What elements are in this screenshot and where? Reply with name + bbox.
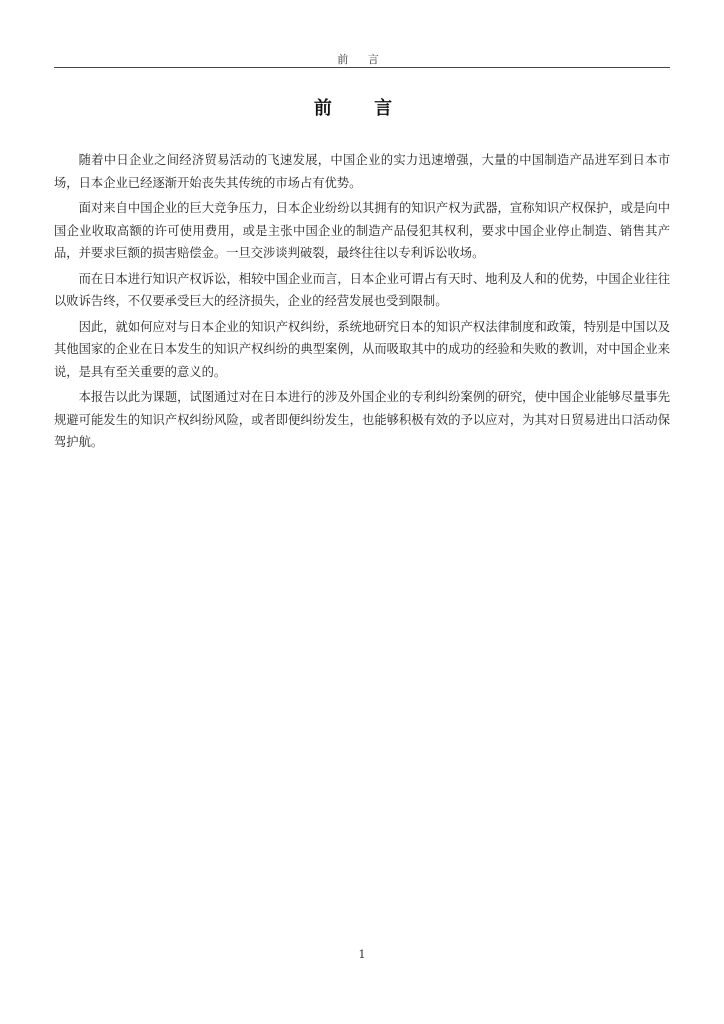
running-header: 前 言 <box>337 53 387 66</box>
paragraph: 随着中日企业之间经济贸易活动的飞速发展，中国企业的实力迅速增强，大量的中国制造产品进军到日本市场，日本企业已经逐渐开始丧失其传统的市场占有优势。 <box>54 153 670 190</box>
paragraph: 因此，就如何应对与日本企业的知识产权纠纷，系统地研究日本的知识产权法律制度和政策，特别是中国以及其他国家的企业在日本发生的知识产权纠纷的典型案例，从而吸取其中的成功的经验和失败的教训，对中国企业来说，是具有至关重要的意义的。 <box>54 319 670 379</box>
body-text <box>54 149 670 457</box>
paragraph: 本报告以此为课题，试图通过对在日本进行的涉及外国企业的专利纠纷案例的研究，使中国企业能够尽量事先规避可能发生的知识产权纠纷风险，或者即便纠纷发生，也能够积极有效的予以应对，为其对日贸易进出口活动保驾护航。 <box>54 390 670 449</box>
header-rule <box>54 67 670 68</box>
paragraph: 面对来自中国企业的巨大竞争压力，日本企业纷纷以其拥有的知识产权为武器，宣称知识产权保护，或是向中国企业收取高额的许可使用费用，或是主张中国企业的制造产品侵犯其权利，要求中国企业停止制造、销售其产品，并要求巨额的损害赔偿金。一旦交涉谈判破裂，最终往往以专利诉讼收场。 <box>54 201 670 260</box>
page-title: 前 言 <box>313 98 411 119</box>
page-number: 1 <box>358 948 366 961</box>
paragraph: 而在日本进行知识产权诉讼，相较中国企业而言，日本企业可谓占有天时、地利及人和的优势，中国企业往往以败诉告终，不仅要承受巨大的经济损失，企业的经营发展也受到限制。 <box>54 271 670 308</box>
